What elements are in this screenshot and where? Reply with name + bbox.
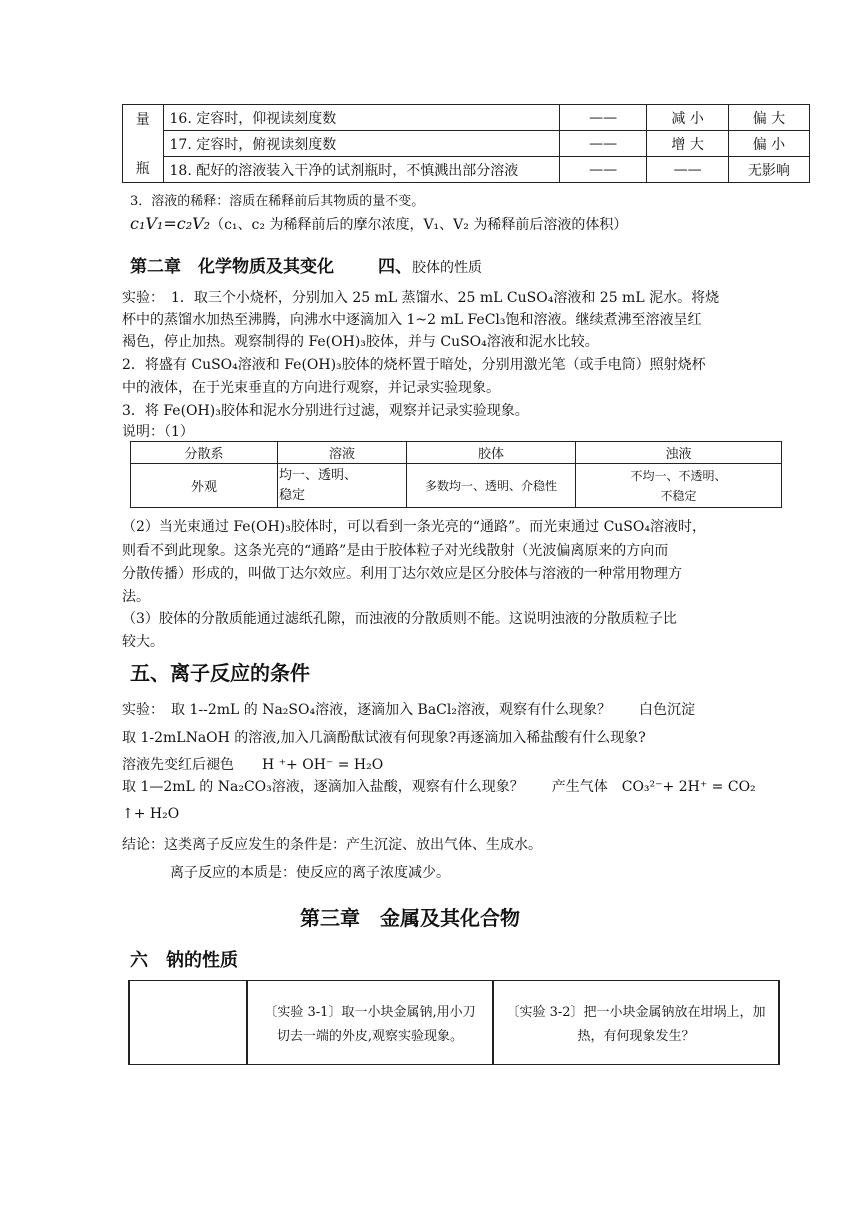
section5-line: 实验： 取 1--2mL 的 Na₂SO₄溶液，逐滴加入 BaCl₂溶液，观察有什么现象？ 白色沉淀 <box>122 702 695 718</box>
explanation-line: 较大。 <box>122 634 164 650</box>
row-text: 17. 定容时，俯视读刻度数 <box>163 131 559 157</box>
table-header-row <box>131 442 782 464</box>
section5-title: 五、离子反应的条件 <box>130 661 310 685</box>
experiment-3-1-line: 〔实验 3-1〕取一小块金属钠,用小刀 <box>264 1005 476 1020</box>
explanation-line: 法。 <box>122 589 150 605</box>
volumetric-flask-table <box>122 104 810 183</box>
chapter2-title: 第二章 化学物质及其变化 <box>130 257 334 277</box>
experiment-line: 褐色，停止加热。观察制得的 Fe(OH)₃胶体，并与 CuSO₄溶液和泥水比较。 <box>122 334 599 350</box>
essence-line: 离子反应的本质是：使反应的离子浓度减少。 <box>170 865 450 881</box>
experiment-line: 杯中的蒸馏水加热至沸腾，向沸水中逐滴加入 1~2 mL FeCl₃饱和溶液。继续煮沸至溶液呈红 <box>122 312 702 328</box>
explanation-line: 分散传播）形成的，叫做丁达尔效应。利用丁达尔效应是区分胶体与溶液的一种常用物理方 <box>122 566 682 582</box>
dilution-formula: c₁V₁=c₂V₂ <box>130 214 211 233</box>
experiment-3-2-cell <box>493 981 779 1065</box>
section6-title: 六 钠的性质 <box>130 950 238 971</box>
header-cell: 分散系 <box>131 442 278 464</box>
table-row <box>123 131 810 157</box>
experiment-line: 实验： 1．取三个小烧杯，分别加入 25 mL 蒸馏水、25 mL CuSO₄溶液和 25 mL 泥水。将烧 <box>122 290 720 306</box>
cell-c1: —— <box>559 157 646 183</box>
cell-c1: —— <box>559 105 646 131</box>
header-cell: 胶体 <box>407 442 576 464</box>
cell-c2: —— <box>647 157 729 183</box>
header-cell: 溶液 <box>278 442 407 464</box>
dispersion-table <box>130 441 782 508</box>
header-cell: 浊液 <box>576 442 782 464</box>
colloid-cell: 多数均一、透明、介稳性 <box>407 464 576 508</box>
cell-c2: 增 大 <box>647 131 729 157</box>
sodium-experiments-table <box>128 980 780 1065</box>
side-label-bottom: 瓶 <box>135 161 150 177</box>
side-label-cell <box>123 105 164 183</box>
side-label-top: 量 <box>135 112 150 128</box>
suspension-cell <box>576 464 782 508</box>
suspension-line: 不均一、不透明、 <box>630 468 727 483</box>
experiment-3-1-line: 切去一端的外皮,观察实验现象。 <box>276 1029 464 1044</box>
section4-label: 四、 <box>378 257 412 277</box>
solution-cell <box>278 464 407 508</box>
explanation-line: 则看不到此现象。这条光亮的“通路”是由于胶体粒子对光线散射（光波偏离原来的方向而 <box>122 543 669 559</box>
suspension-line: 不稳定 <box>660 488 697 503</box>
dilution-rule: 3．溶液的稀释：溶质在稀释前后其物质的量不变。 <box>130 194 425 209</box>
experiment-3-2-line: 〔实验 3-2〕把一小块金属钠放在坩埚上，加 <box>506 1005 766 1020</box>
table-row <box>131 464 782 508</box>
row-text: 18. 配好的溶液装入干净的试剂瓶时，不慎溅出部分溶液 <box>163 157 559 183</box>
table-row <box>129 981 779 1065</box>
row-label: 外观 <box>131 464 278 508</box>
chapter3-title: 第三章 金属及其化合物 <box>300 906 520 930</box>
cell-c2: 减 小 <box>647 105 729 131</box>
cell-c3: 偏 大 <box>728 105 809 131</box>
section5-line: 溶液先变红后褪色 H ⁺+ OH⁻ = H₂O <box>122 757 384 773</box>
solution-line: 稳定 <box>279 487 306 503</box>
experiment-3-2-line: 热，有何现象发生？ <box>577 1029 695 1044</box>
note-label: 说明：（1） <box>122 424 194 440</box>
section5-line: ↑+ H₂O <box>122 806 180 822</box>
experiment-3-1-cell <box>247 981 493 1065</box>
conclusion-line: 结论：这类离子反应发生的条件是：产生沉淀、放出气体、生成水。 <box>122 837 542 853</box>
experiment-line: 3．将 Fe(OH)₃胶体和泥水分别进行过滤，观察并记录实验现象。 <box>122 403 529 419</box>
section5-line: 取 1—2mL 的 Na₂CO₃溶液，逐滴加入盐酸，观察有什么现象？ 产生气体 CO₃²⁻+ 2H⁺ = CO₂ <box>122 779 756 795</box>
empty-cell <box>129 981 247 1065</box>
cell-c3: 偏 小 <box>728 131 809 157</box>
table-row <box>123 105 810 131</box>
cell-c1: —— <box>559 131 646 157</box>
row-text: 16. 定容时，仰视读刻度数 <box>163 105 559 131</box>
explanation-line: （2）当光束通过 Fe(OH)₃胶体时，可以看到一条光亮的“通路”。而光束通过 CuSO₄溶液时， <box>122 519 706 535</box>
experiment-line: 中的液体，在于光束垂直的方向进行观察，并记录实验现象。 <box>122 380 500 396</box>
solution-line: 均一、透明、 <box>279 467 358 483</box>
dilution-explain: （c₁、c₂ 为稀释前后的摩尔浓度，V₁、V₂ 为稀释前后溶液的体积） <box>210 217 628 233</box>
cell-c3: 无影响 <box>728 157 809 183</box>
experiment-line: 2．将盛有 CuSO₄溶液和 Fe(OH)₃胶体的烧杯置于暗处，分别用激光笔（或手电筒）照射烧杯 <box>122 357 706 373</box>
chapter2-heading <box>130 252 482 277</box>
section5-line: 取 1-2mLNaOH 的溶液,加入几滴酚酞试液有何现象?再逐滴加入稀盐酸有什么现象? <box>122 730 646 746</box>
explanation-line: （3）胶体的分散质能通过滤纸孔隙，而浊液的分散质则不能。这说明浊液的分散质粒子比 <box>122 611 677 627</box>
table-row <box>123 157 810 183</box>
section4-title: 胶体的性质 <box>412 260 482 276</box>
dilution-formula-line <box>130 214 627 234</box>
